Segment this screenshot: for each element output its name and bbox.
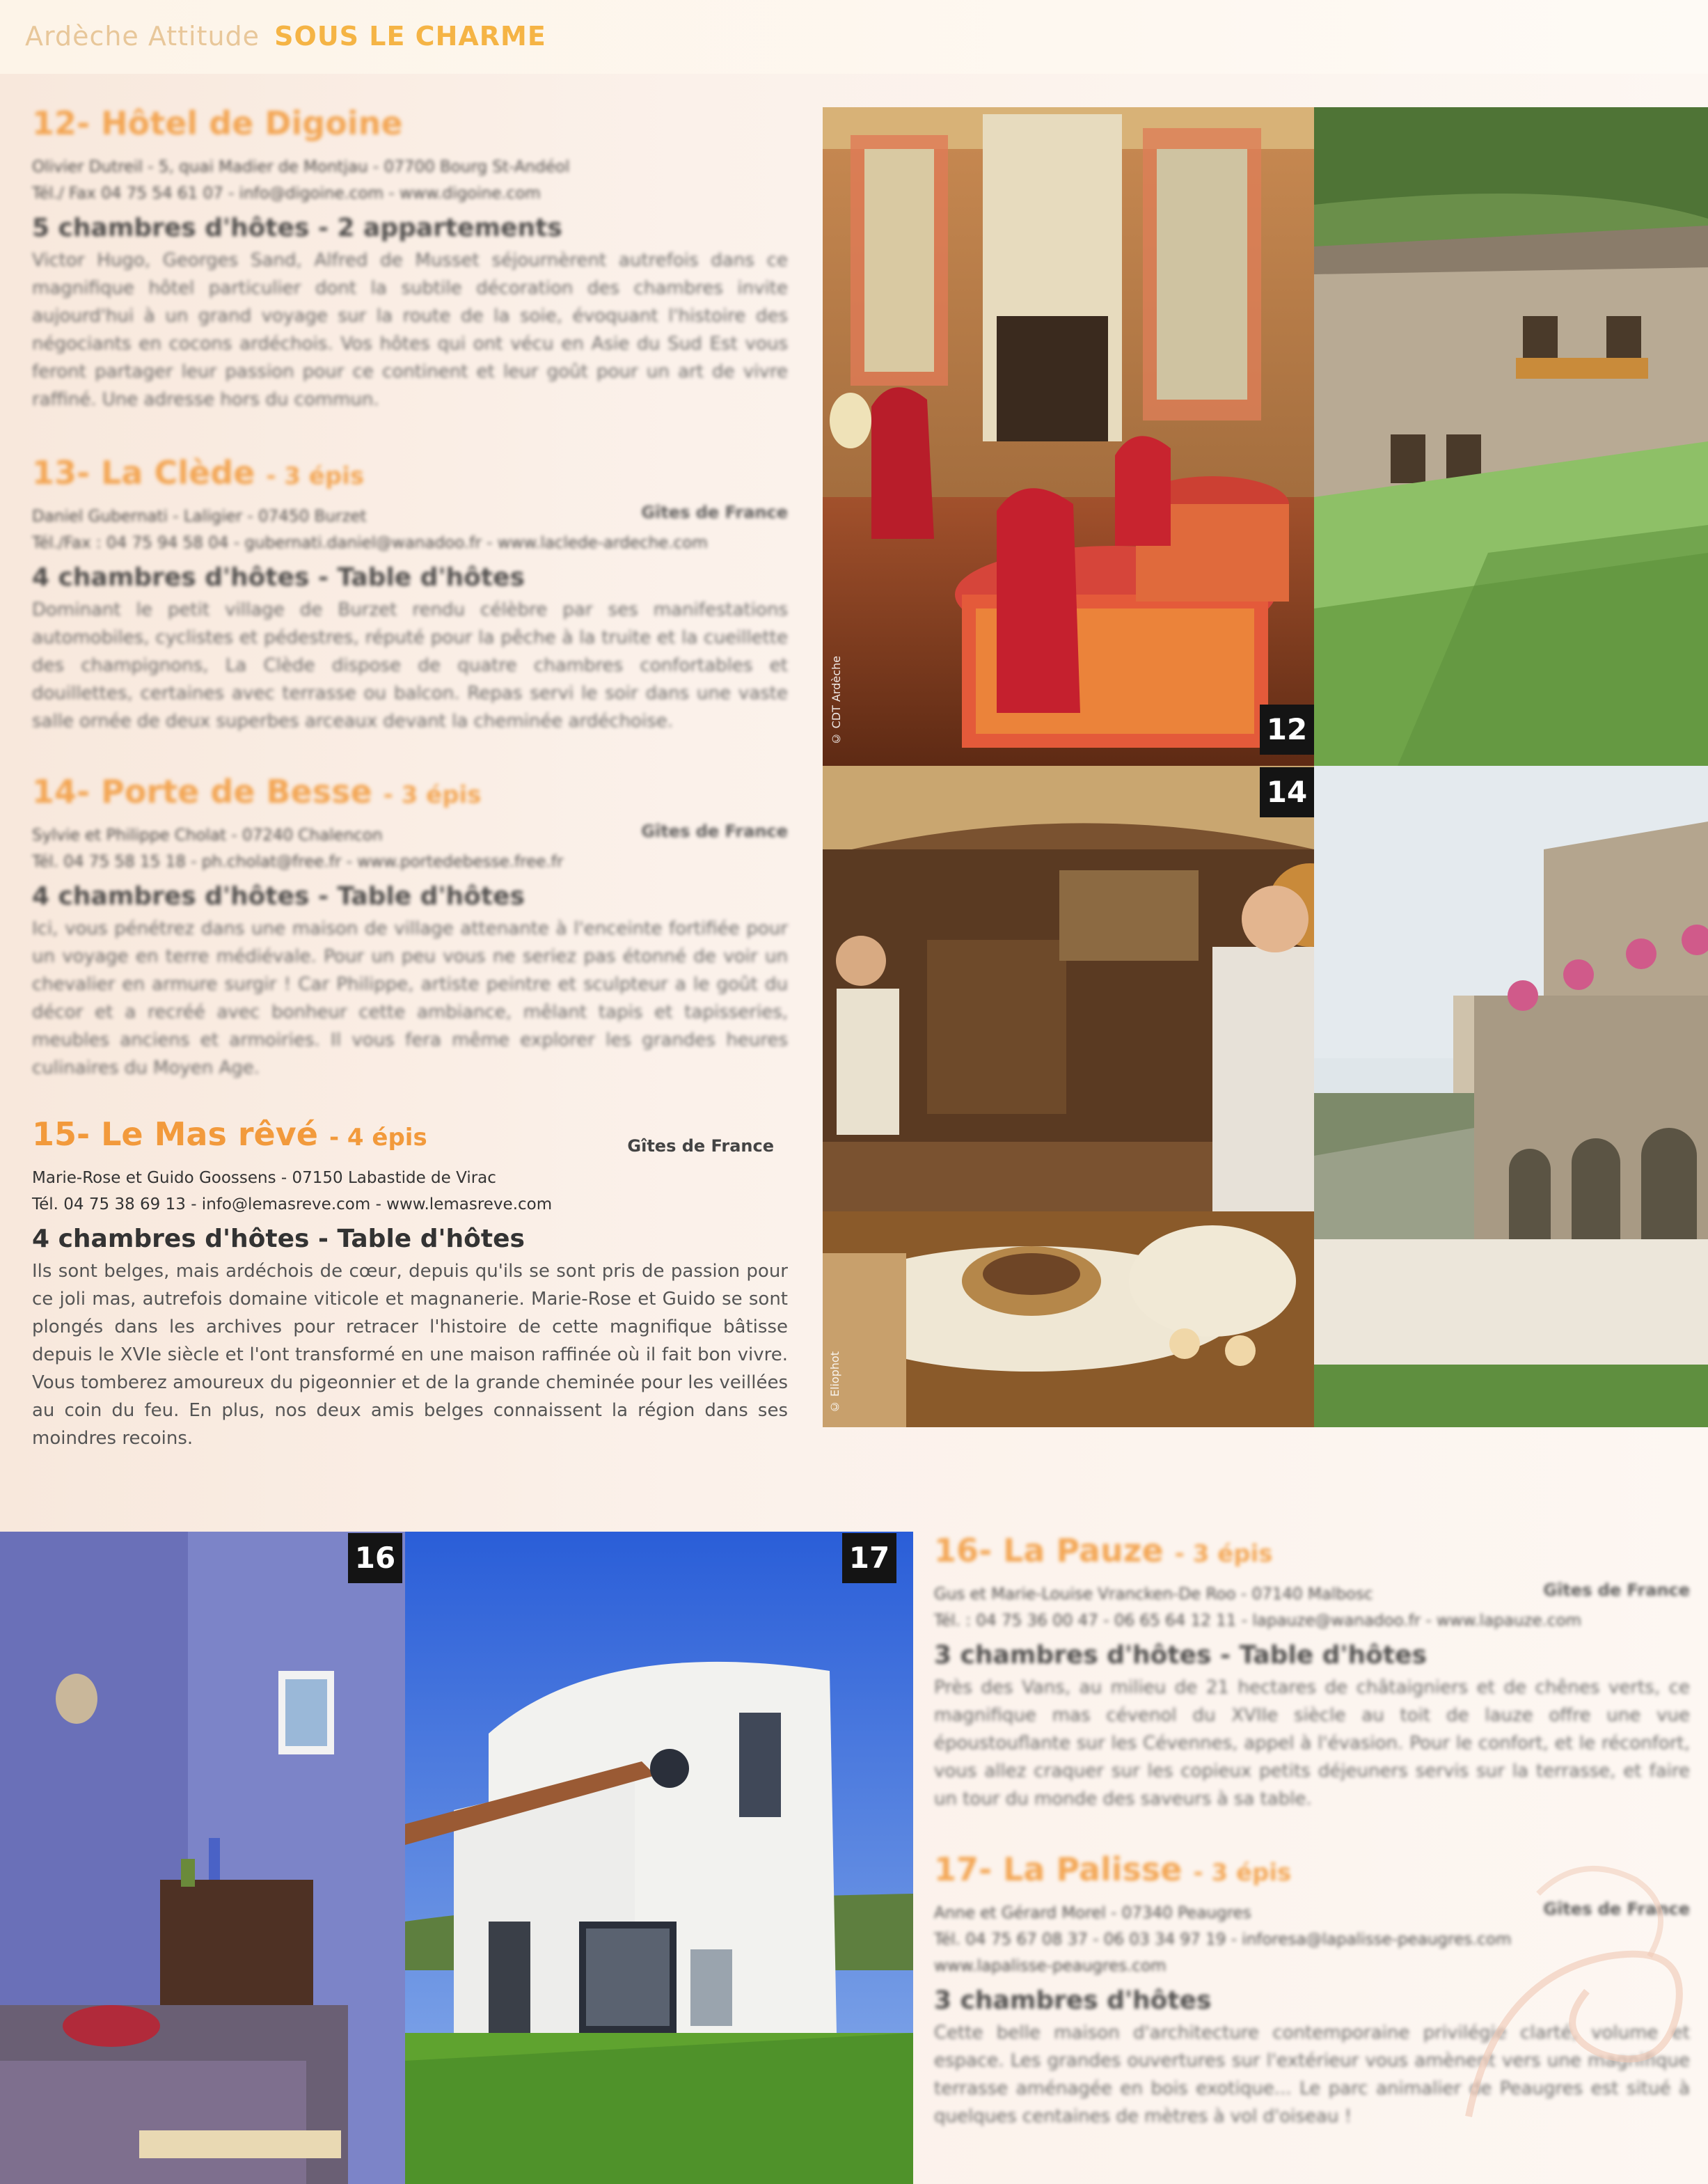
contact-phone: Tél. : 04 75 36 00 47 - 06 65 64 12 11 - lapauze@wanadoo.fr - www.lapauze.com bbox=[934, 1611, 1582, 1630]
photo-number-16: 16 bbox=[348, 1533, 402, 1583]
contact-address: Gus et Marie-Louise Vrancken-De Roo - 07140 Malbosc bbox=[934, 1585, 1373, 1603]
photo-number-17: 17 bbox=[842, 1533, 896, 1583]
entry-12 bbox=[32, 106, 788, 414]
gites-label: Gîtes de France bbox=[641, 822, 788, 841]
entry-epis: - 3 épis bbox=[266, 462, 365, 490]
photo-credit: © CDT Ardèche bbox=[830, 655, 843, 745]
entry-epis: - 3 épis bbox=[1174, 1540, 1273, 1568]
photo-modern-house bbox=[405, 1532, 913, 2184]
entry-title bbox=[32, 106, 788, 141]
photo-kitchen bbox=[823, 766, 1314, 1427]
photo-number-14: 14 bbox=[1260, 767, 1314, 817]
magazine-name: Ardèche Attitude bbox=[25, 21, 260, 52]
gites-label: Gîtes de France bbox=[641, 503, 788, 522]
photo-blue-bedroom bbox=[0, 1532, 405, 2184]
entry-name: 13- La Clède bbox=[32, 454, 255, 492]
photo-credit: © Eliophot bbox=[828, 1351, 841, 1413]
entry-title bbox=[32, 455, 788, 491]
photo-dining-room bbox=[823, 107, 1314, 766]
gites-label: Gîtes de France bbox=[1543, 1580, 1690, 1600]
gites-label: Gîtes de France bbox=[1543, 1899, 1690, 1919]
contact-address: Olivier Dutreil - 5, quai Madier de Montjau - 07700 Bourg St-Andéol bbox=[32, 157, 570, 176]
contact-phone: Tél./Fax : 04 75 94 58 04 - gubernati.daniel@wanadoo.fr - www.laclede-ardeche.com bbox=[32, 533, 708, 552]
contact-address: Marie-Rose et Guido Goossens - 07150 Labastide de Virac bbox=[32, 1168, 496, 1187]
entry-text: Dominant le petit village de Burzet rendu célèbre par ses manifestations automobiles, cyclistes et pédestres, réputé pour la pêche à la truite et la cueillette des champignons, La Clède dispose de quatre chambres confortables et douillettes, certaines avec terrasse ou balcon. Repas servi le soir dans une vaste salle ornée de deux superbes arceaux devant la cheminée ardéchoise. bbox=[32, 599, 788, 732]
entry-text: Près des Vans, au milieu de 21 hectares de châtaigniers et de chênes verts, ce magnifique mas cévenol du XVIIe siècle au toit de lauze offre une vue époustouflante sur les Cévennes, appel à l'évasion. Pour le confort, et le réconfort, vous allez craquer sur les copieux petits déjeuners servis sur la terrasse, et faire un tour du monde des saveurs à sa table. bbox=[934, 1676, 1690, 1809]
contact-phone: Tél. 04 75 38 69 13 - info@lemasreve.com - www.lemasreve.com bbox=[32, 1195, 553, 1213]
entry-name: 16- La Pauze bbox=[934, 1532, 1164, 1569]
entry-name: 17- La Palisse bbox=[934, 1851, 1183, 1888]
contact-address: Anne et Gérard Morel - 07340 Peaugres bbox=[934, 1903, 1251, 1922]
contact-address: Daniel Gubernati - Laligier - 07450 Burzet bbox=[32, 507, 367, 526]
entry-13 bbox=[32, 455, 788, 735]
photo-stone-house bbox=[1314, 107, 1708, 766]
contact-phone: Tél./ Fax 04 75 54 61 07 - info@digoine.com - www.digoine.com bbox=[32, 184, 541, 203]
contact-web: www.lapalisse-peaugres.com bbox=[934, 1956, 1167, 1975]
entry-15 bbox=[32, 1117, 788, 1452]
entry-title bbox=[934, 1533, 1690, 1569]
running-header bbox=[25, 21, 546, 52]
entry-subtitle: 4 chambres d'hôtes - Table d'hôtes bbox=[32, 563, 525, 592]
entry-name: 12- Hôtel de Digoine bbox=[32, 104, 403, 142]
entry-text: Ici, vous pénétrez dans une maison de village attenante à l'enceinte fortifiée pour un voyage en terre médiévale. Pour un peu vous ne seriez pas étonné de voir un chevalier en armure surgir ! Car Philippe, artiste peintre et sculpteur a le goût du décor et a recréé avec bonheur cette ambiance, mêlant tapis et tapisseries, meubles anciens et armoiries. Il vous fera même explorer les grandes heures culinaires du Moyen Age. bbox=[32, 918, 788, 1078]
entry-16 bbox=[934, 1533, 1690, 1813]
entry-14 bbox=[32, 774, 788, 1082]
entry-subtitle: 3 chambres d'hôtes bbox=[934, 1986, 1212, 2015]
entry-subtitle: 3 chambres d'hôtes - Table d'hôtes bbox=[934, 1640, 1427, 1670]
gites-label: Gîtes de France bbox=[627, 1136, 774, 1156]
entry-text: Victor Hugo, Georges Sand, Alfred de Musset séjournèrent autrefois dans ce magnifique hôtel particulier dont la subtile décoration des chambres invite aujourd'hui à un grand voyage sur la route de la soie, évoquant l'histoire des négociants en cocons ardéchois. Vos hôtes qui ont vécu en Asie du Sud Est vous feront partager leur passion pour ce continent et leur goût pour un art de vivre raffiné. Une adresse hors du commun. bbox=[32, 249, 788, 410]
entry-name: 15- Le Mas rêvé bbox=[32, 1115, 318, 1153]
entry-subtitle: 5 chambres d'hôtes - 2 appartements bbox=[32, 213, 562, 242]
photo-number-12: 12 bbox=[1260, 705, 1314, 755]
entry-subtitle: 4 chambres d'hôtes - Table d'hôtes bbox=[32, 1224, 525, 1253]
entry-title bbox=[32, 774, 788, 810]
entry-text: Cette belle maison d'architecture contemporaine privilégie clarté, volume et espace. Les grandes ouvertures sur l'extérieur vous amènent vers une magnifique terrasse aménagée en bois exotique... Le parc animalier de Peaugres est situé à quelques centaines de mètres à vol d'oiseau ! bbox=[934, 2022, 1690, 2127]
decorative-swirl bbox=[1427, 1810, 1705, 2144]
entry-subtitle: 4 chambres d'hôtes - Table d'hôtes bbox=[32, 881, 525, 911]
entry-name: 14- Porte de Besse bbox=[32, 773, 372, 810]
contact-address: Sylvie et Philippe Cholat - 07240 Chalencon bbox=[32, 826, 383, 844]
section-name: SOUS LE CHARME bbox=[274, 21, 546, 52]
contact-phone: Tél. 04 75 58 15 18 - ph.cholat@free.fr - www.portedebesse.free.fr bbox=[32, 852, 564, 871]
entry-text: Ils sont belges, mais ardéchois de cœur, depuis qu'ils se sont pris de passion pour ce joli mas, autrefois domaine viticole et magnanerie. Marie-Rose et Guido se sont plongés dans les archives pour retracer l'histoire de cette magnifique bâtisse depuis le XVIe siècle et l'ont transformé en une maison raffinée où il fait bon vivre. Vous tomberez amoureux du pigeonnier et de la grande cheminée pour les veillées au coin du feu. En plus, nos deux amis belges connaissent la région dans ses moindres recoins. bbox=[32, 1260, 788, 1449]
entry-epis: - 3 épis bbox=[1193, 1859, 1292, 1887]
photo-courtyard bbox=[1314, 766, 1708, 1427]
entry-epis: - 4 épis bbox=[329, 1124, 427, 1152]
contact-phone: Tél. 04 75 67 08 37 - 06 03 34 97 19 - inforesa@lapalisse-peaugres.com bbox=[934, 1930, 1512, 1949]
entry-epis: - 3 épis bbox=[383, 781, 482, 809]
